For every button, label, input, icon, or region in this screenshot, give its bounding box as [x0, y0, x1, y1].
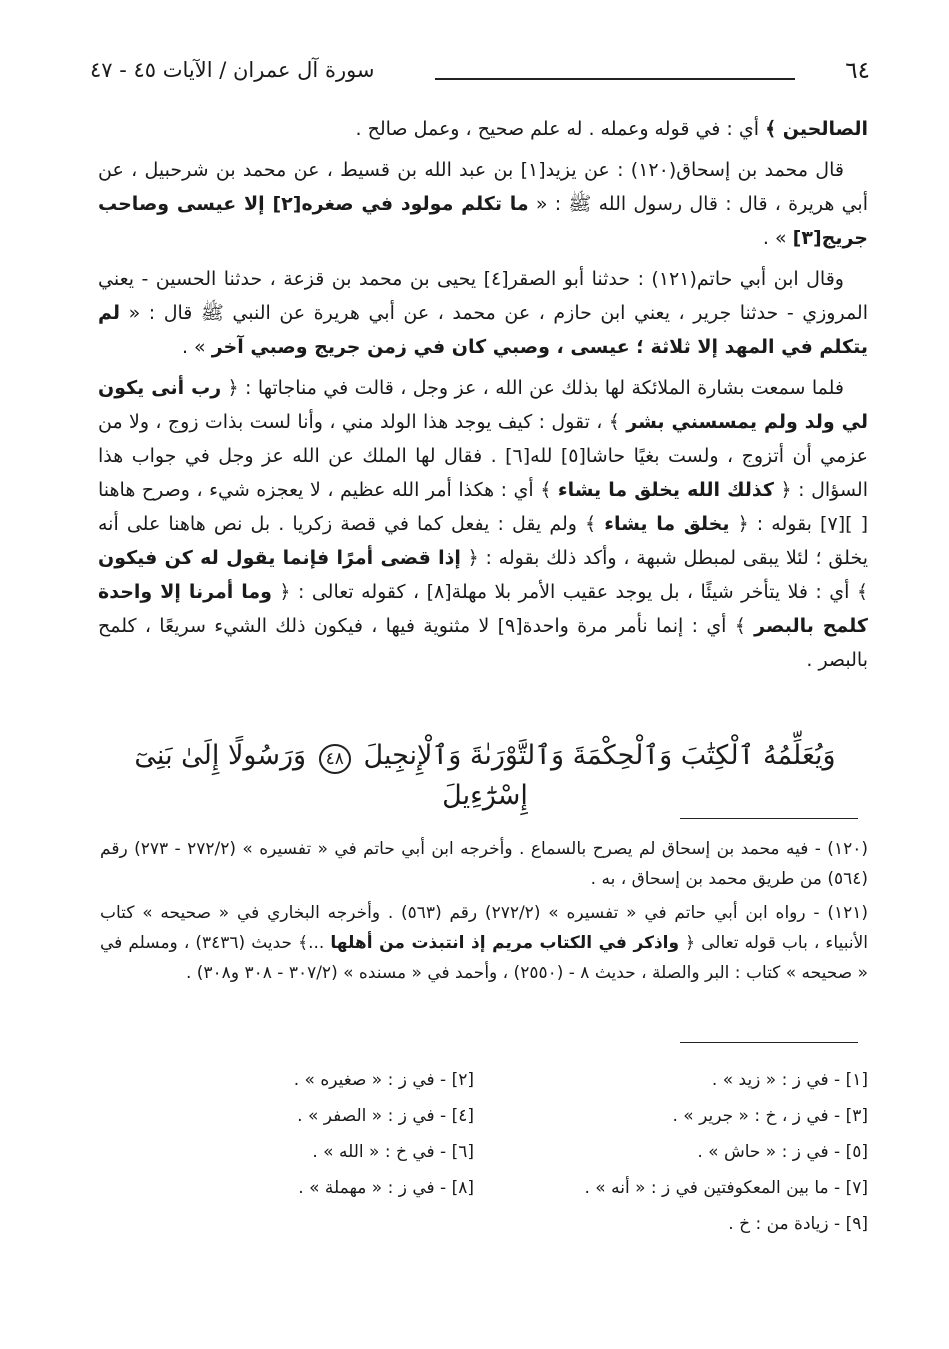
footnote-121	[100, 898, 868, 988]
commentary: ﴾ أي : هكذا أمر الله عظيم ، لا يعجزه شيء ، وصرح هاهنا [ ][٧] بقوله : ﴿	[98, 479, 869, 535]
verse-part-1: وَيُعَلِّمُهُ ٱلْكِتَٰبَ وَٱلْحِكْمَةَ وَٱلتَّوْرَىٰةَ وَٱلْإِنجِيلَ	[363, 740, 836, 771]
isnad: قال محمد بن إسحاق(١٢٠) : عن يزيد[١] بن عبد الله بن قسيط ، عن محمد بن شرحبيل ، عن أبي هريرة ، قال : قال رسول الله ﷺ : «	[98, 159, 868, 215]
page-header	[90, 56, 870, 96]
commentary: ﴾ أي : إنما نأمر مرة واحدة[٩] لا مثنوية فيها ، فيكون ذلك الشيء سريعًا ، كلمح بالبصر .	[98, 615, 868, 671]
quran-quote: وما أمرنا إلا واحدة كلمح بالبصر	[98, 581, 868, 637]
verse-part-2: وَرَسُولًا إِلَىٰ بَنِىٓ إِسْرَٰٓءِيلَ	[134, 740, 528, 811]
closing-mark: » .	[181, 336, 212, 358]
variant-note: [١] - في ز : « زيد » .	[711, 1070, 868, 1090]
footnote-text: ...﴾ حديث (٣٤٣٦) ، ومسلم في « صحيحه » كتاب : البر والصلة ، حديث ٨ - (٢٥٥٠) ، وأحمد في « مسنده » (٣٠٧/٢ - ٣٠٨ و٣٠٨) .	[100, 933, 868, 983]
running-title: سورة آل عمران / الآيات ٤٥ - ٤٧	[90, 58, 375, 82]
quran-quote: رب أنى يكون لي ولد ولم يمسسني بشر	[98, 377, 868, 433]
commentary: ﴾ أي : فلا يتأخر شيئًا ، بل يوجد عقيب الأمر بلا مهلة[٨] ، كقوله تعالى : ﴿	[271, 581, 868, 603]
commentary: فلما سمعت بشارة الملائكة لها بذلك عن الله ، عز وجل ، قالت في مناجاتها : ﴿	[221, 377, 844, 399]
header-rule	[435, 78, 795, 80]
footnote-120: (١٢٠) - فيه محمد بن إسحاق لم يصرح بالسماع . وأخرجه ابن أبي حاتم في « تفسيره » (٢٧٢/٢ - ٢٧٣) رقم (٥٦٤) من طريق محمد بن إسحاق ، به .	[100, 839, 868, 889]
closing-mark: » .	[762, 227, 793, 249]
paragraph-2	[98, 153, 868, 255]
commentary: أي : في قوله وعمله . له علم صحيح ، وعمل صالح .	[355, 118, 766, 140]
isnad: وقال ابن أبي حاتم(١٢١) : حدثنا أبو الصقر[٤] يحيى بن محمد بن قزعة ، حدثنا الحسين - يعني المروزي - حدثنا جرير ، يعني ابن حازم ، عن محمد ، عن أبي هريرة عن النبي ﷺ قال : «	[98, 268, 868, 324]
variant-note: [٨] - في ز : « مهملة » .	[298, 1178, 474, 1198]
quran-quote: يخلق ما يشاء	[604, 513, 730, 535]
footnote-text: (١٢١) - رواه ابن أبي حاتم في « تفسيره » (٢٧٢/٢) رقم (٥٦٣) . وأخرجه البخاري في « صحيحه » كتاب الأنبياء ، باب قوله تعالى ﴿	[100, 903, 868, 953]
variant-note: [٧] - ما بين المعكوفتين في ز : « أنه » .	[584, 1178, 868, 1198]
variant-note: [٦] - في خ : « الله » .	[312, 1142, 474, 1162]
quran-quote: واذكر في الكتاب مريم إذ انتبذت من أهلها	[330, 933, 680, 953]
variant-note: [٢] - في ز : « صغيره » .	[293, 1070, 474, 1090]
paragraph-3	[98, 262, 868, 364]
footnote-divider	[680, 818, 858, 819]
quran-verse	[100, 736, 870, 816]
main-text	[98, 112, 868, 684]
ayah-number: ٤٨	[319, 744, 351, 774]
quran-quote: كذلك الله يخلق ما يشاء	[557, 479, 774, 501]
quran-quote: الصالحين ﴾	[765, 118, 868, 140]
commentary: ﴾ ولم يقل : يفعل كما في قصة زكريا . بل نص هاهنا على أنه يخلق ؛ لئلا يبقى لمبطل شبهة ، وأكد ذلك بقوله : ﴿	[98, 513, 869, 569]
footnotes	[100, 834, 868, 992]
page-number: ٦٤	[845, 58, 870, 84]
paragraph-1	[98, 112, 868, 146]
variant-note: [٤] - في ز : « الصفر » .	[297, 1106, 474, 1126]
variant-note: [٣] - في ز ، خ : « جرير » .	[672, 1106, 868, 1126]
hadith-text: لم يتكلم في المهد إلا ثلاثة ؛ عيسى ، وصبي كان في زمن جريج وصبي آخر	[98, 302, 868, 358]
hadith-text: ما تكلم مولود في صغره[٢] إلا عيسى وصاحب جريج[٣]	[98, 193, 868, 249]
commentary: ﴾ ، تقول : كيف يوجد هذا الولد مني ، وأنا لست بذات زوج ، ولا من عزمي أن أتزوج ، ولست بغيًا حاشا[٥] لله[٦] . فقال لها الملك عن الله عز وجل في جواب هذا السؤال : ﴿	[98, 411, 868, 501]
variants-divider	[680, 1042, 858, 1043]
variant-note: [٩] - زيادة من : خ .	[728, 1214, 868, 1234]
manuscript-variants	[100, 1062, 868, 1242]
variant-note: [٥] - في ز : « حاش » .	[697, 1142, 868, 1162]
quran-quote: إذا قضى أمرًا فإنما يقول له كن فيكون	[98, 547, 461, 569]
paragraph-4	[98, 371, 868, 677]
